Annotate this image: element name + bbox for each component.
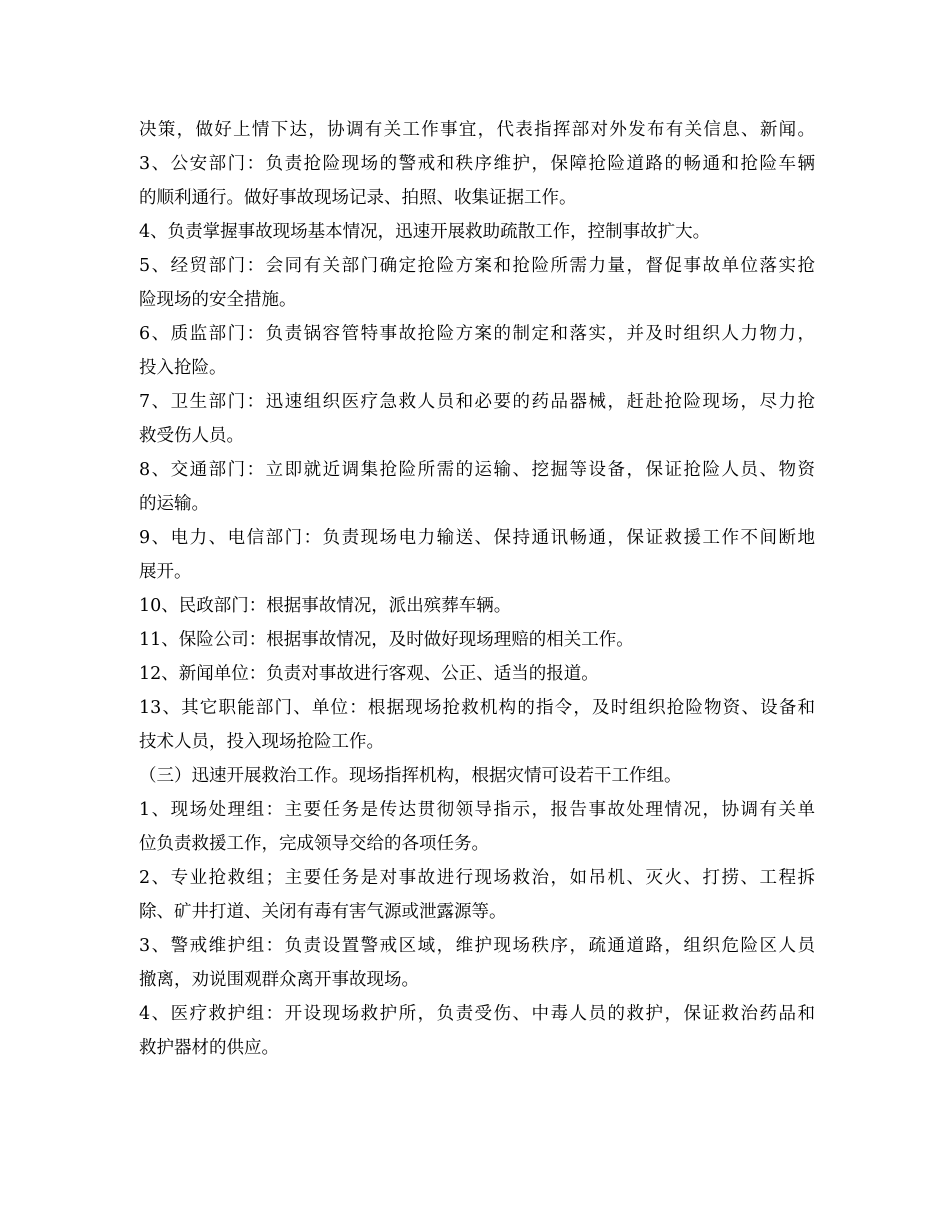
- text-line-21: 1、现场处理组：主要任务是传达贯彻领导指示，报告事故处理情况，协调有关单: [139, 800, 815, 820]
- text-line-14: 展开。: [139, 562, 192, 582]
- text-line-9: 7、卫生部门：迅速组织医疗急救人员和必要的药品器械，赶赴抢险现场，尽力抢: [139, 392, 815, 412]
- text-line-25: 3、警戒维护组：负责设置警戒区域，维护现场秩序，疏通道路，组织危险区人员: [139, 936, 815, 956]
- text-line-24: 除、矿井打道、关闭有毒有害气源或泄露源等。: [139, 902, 507, 922]
- text-line-28: 救护器材的供应。: [139, 1038, 279, 1058]
- text-line-23: 2、专业抢救组；主要任务是对事故进行现场救治，如吊机、灭火、打捞、工程拆: [139, 868, 815, 888]
- text-line-6: 险现场的安全措施。: [139, 290, 297, 310]
- text-line-3: 的顺利通行。做好事故现场记录、拍照、收集证据工作。: [139, 188, 577, 208]
- text-line-26: 撤离，劝说围观群众离开事故现场。: [139, 970, 419, 990]
- text-line-7: 6、质监部门：负责锅容管特事故抢险方案的制定和落实，并及时组织人力物力，: [139, 324, 815, 344]
- text-line-19: 技术人员，投入现场抢险工作。: [139, 732, 384, 752]
- text-line-5: 5、经贸部门：会同有关部门确定抢险方案和抢险所需力量，督促事故单位落实抢: [139, 256, 815, 276]
- text-line-27: 4、医疗救护组：开设现场救护所，负责受伤、中毒人员的救护，保证救治药品和: [139, 1004, 815, 1024]
- text-line-13: 9、电力、电信部门：负责现场电力输送、保持通讯畅通，保证救援工作不间断地: [139, 528, 815, 548]
- text-line-22: 位负责救援工作，完成领导交给的各项任务。: [139, 834, 489, 854]
- text-line-11: 8、交通部门：立即就近调集抢险所需的运输、挖掘等设备，保证抢险人员、物资: [139, 460, 815, 480]
- text-line-15: 10、民政部门：根据事故情况，派出殡葬车辆。: [139, 596, 512, 616]
- text-line-4: 4、负责掌握事故现场基本情况，迅速开展救助疏散工作，控制事故扩大。: [139, 222, 711, 242]
- text-line-16: 11、保险公司：根据事故情况，及时做好现场理赔的相关工作。: [139, 630, 634, 650]
- text-line-20: （三）迅速开展救治工作。现场指挥机构，根据灾情可设若干工作组。: [139, 766, 682, 786]
- text-line-17: 12、新闻单位：负责对事故进行客观、公正、适当的报道。: [139, 664, 599, 684]
- text-line-1: 决策，做好上情下达，协调有关工作事宜，代表指挥部对外发布有关信息、新闻。: [139, 120, 815, 140]
- document-body: [139, 113, 815, 1065]
- text-line-18: 13、其它职能部门、单位：根据现场抢救机构的指令，及时组织抢险物资、设备和: [139, 698, 815, 718]
- text-line-2: 3、公安部门：负责抢险现场的警戒和秩序维护，保障抢险道路的畅通和抢险车辆: [139, 154, 815, 174]
- text-line-10: 救受伤人员。: [139, 426, 244, 446]
- text-line-8: 投入抢险。: [139, 358, 227, 378]
- text-line-12: 的运输。: [139, 494, 209, 514]
